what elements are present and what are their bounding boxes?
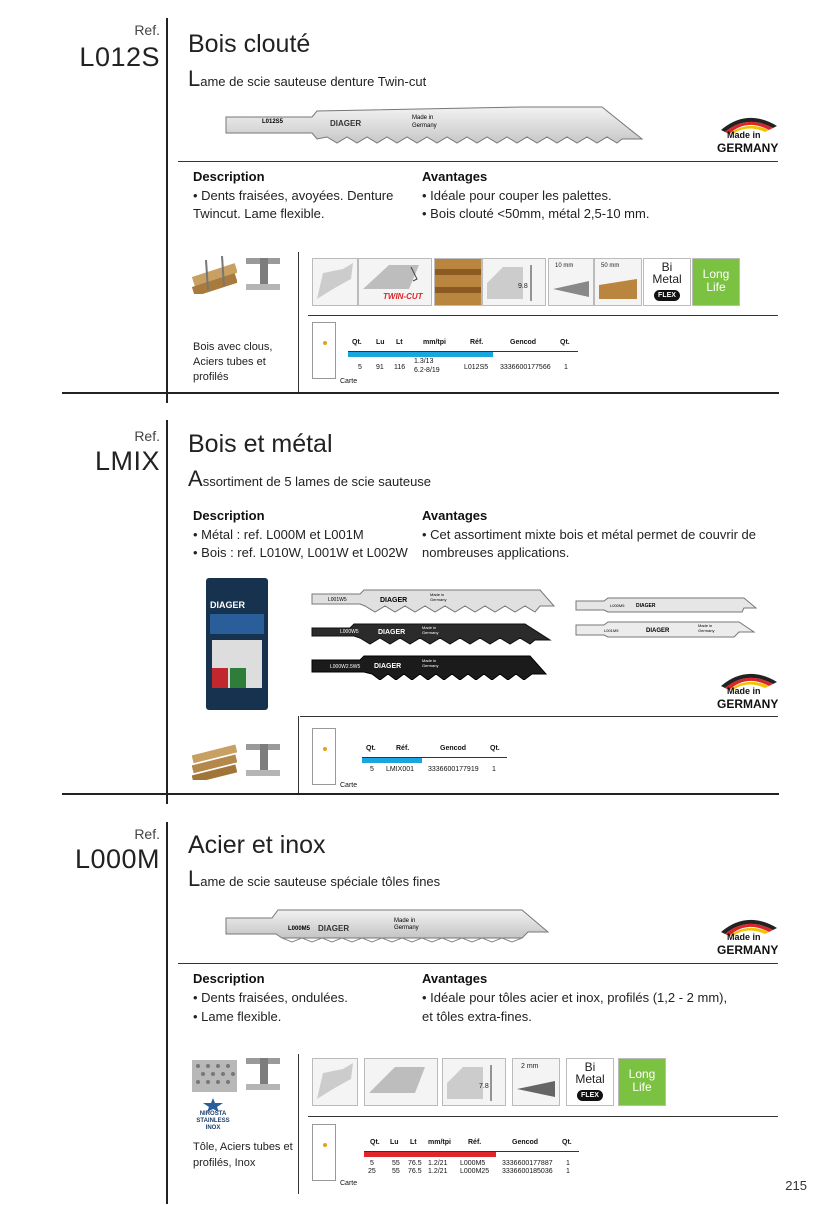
product-title: Bois et métal xyxy=(188,430,333,458)
svg-text:Made in: Made in xyxy=(394,918,416,924)
svg-text:L000W2.5W5: L000W2.5W5 xyxy=(330,664,361,670)
svg-text:DIAGER: DIAGER xyxy=(318,924,350,933)
section-rule xyxy=(62,793,779,795)
usage-line: Bois avec clous, xyxy=(193,341,273,353)
blade-shape-icon xyxy=(312,1058,358,1106)
made-in-germany-badge: Made in GERMANY xyxy=(717,108,781,154)
description-line: Twincut. Lame flexible. xyxy=(193,206,325,221)
advantages-title: Avantages xyxy=(422,169,488,184)
description-title: Description xyxy=(193,508,265,523)
advantages-line: et tôles extra-fines. xyxy=(422,1009,532,1024)
blade-image xyxy=(310,622,555,646)
svg-text:Germany: Germany xyxy=(698,628,715,633)
usage-line: Tôle, Aciers tubes et xyxy=(193,1141,293,1153)
metal-thickness-icon: 10 mm xyxy=(548,258,594,306)
svg-text:DIAGER: DIAGER xyxy=(330,119,362,128)
description-line: • Bois : ref. L010W, L001W et L002W xyxy=(193,545,408,560)
wood-planks-icon xyxy=(192,742,237,780)
steel-profile-icon xyxy=(240,1054,285,1094)
blade-image xyxy=(574,620,756,640)
description-line: • Dents fraisées, avoyées. Denture xyxy=(193,188,394,203)
metal-thickness-icon: 2 mm xyxy=(512,1058,560,1106)
description-title: Description xyxy=(193,971,265,986)
made-in-germany-badge: Made in GERMANY xyxy=(717,910,781,956)
blade-image xyxy=(574,596,758,616)
svg-text:Made in: Made in xyxy=(430,592,445,597)
advantages-line: • Idéale pour tôles acier et inox, profilés (1,2 - 2 mm), xyxy=(422,990,728,1005)
blade-code: L012S5 xyxy=(262,119,284,125)
packaging-card xyxy=(312,322,336,379)
wood-nails-photo-icon xyxy=(192,254,237,294)
usage-line: profilés, Inox xyxy=(193,1157,256,1169)
twin-cut-icon: TWIN-CUT xyxy=(358,258,432,306)
svg-text:Germany: Germany xyxy=(394,925,419,931)
divider xyxy=(298,1054,299,1194)
svg-text:DIAGER: DIAGER xyxy=(374,663,402,670)
svg-text:Made in: Made in xyxy=(698,623,713,628)
advantages-title: Avantages xyxy=(422,971,488,986)
svg-text:L000M5: L000M5 xyxy=(288,926,311,932)
svg-text:DIAGER: DIAGER xyxy=(380,597,408,604)
svg-text:Germany: Germany xyxy=(412,123,437,129)
svg-text:Germany: Germany xyxy=(422,630,439,635)
divider xyxy=(300,716,778,717)
vertical-rule xyxy=(166,18,168,403)
product-subtitle: Lame de scie sauteuse denture Twin-cut xyxy=(188,66,427,91)
advantages-line: • Cet assortiment mixte bois et métal permet de couvrir de xyxy=(422,527,757,542)
steel-profile-icon xyxy=(240,254,285,294)
advantages-line: • Idéale pour couper les palettes. xyxy=(422,188,612,203)
blade-image xyxy=(310,654,550,680)
blade-image xyxy=(310,588,555,614)
ref-code: L000M xyxy=(74,844,160,874)
product-table: Qt. Réf. Gencod Qt. 5 LMIX001 3336600177919 1 xyxy=(362,745,512,779)
product-title: Bois clouté xyxy=(188,30,311,58)
advantages-line: nombreuses applications. xyxy=(422,545,570,560)
bi-metal-flex-icon: Bi Metal FLEX xyxy=(566,1058,614,1106)
inox-label: NIROSTA STAINLESS INOX xyxy=(196,1111,230,1131)
blade-profile-icon xyxy=(364,1058,438,1106)
ref-label: Ref. xyxy=(134,22,160,38)
blade-pack-image: DIAGER xyxy=(206,578,268,710)
blade-image xyxy=(222,103,647,147)
long-life-icon: Long Life xyxy=(692,258,740,306)
wood-thickness-icon: 50 mm xyxy=(594,258,642,306)
tooth-dimension-icon: 9.8 xyxy=(482,258,546,306)
blade-shape-icon xyxy=(312,258,358,306)
svg-text:Germany: Germany xyxy=(422,663,439,668)
svg-text:Germany: Germany xyxy=(430,597,447,602)
page-number: 215 xyxy=(785,1178,807,1193)
section-rule xyxy=(62,392,779,394)
product-table: Qt. Lu Lt mm/tpi Réf. Gencod Qt. 5 55 76.5 1.2/21 L000M5 3336600177887 1 25 55 76.5 1.2/21 L000M25 3336600185036 1 xyxy=(364,1139,584,1179)
svg-text:Made in: Made in xyxy=(412,115,434,121)
product-subtitle: Assortiment de 5 lames de scie sauteuse xyxy=(188,466,432,491)
product-title: Acier et inox xyxy=(188,831,326,859)
card-label: Carte xyxy=(340,378,358,385)
divider xyxy=(308,315,778,316)
product-subtitle: Lame de scie sauteuse spéciale tôles fines xyxy=(188,866,441,891)
ref-code: L012S xyxy=(79,42,160,72)
card-label: Carte xyxy=(340,782,358,789)
product-table: Qt. Lu Lt mm/tpi Réf. Gencod Qt. 5 91 116 1.3/13 6.2-8/19 L012S5 3336600177566 1 xyxy=(348,339,588,379)
description-title: Description xyxy=(193,169,265,184)
stainless-star-icon xyxy=(202,1098,224,1112)
packaging-card xyxy=(312,1124,336,1181)
divider xyxy=(178,963,778,964)
description-line: • Lame flexible. xyxy=(193,1009,282,1024)
wood-icon xyxy=(434,258,482,306)
steel-profile-icon xyxy=(240,740,285,780)
made-in-germany-badge: Made in GERMANY xyxy=(717,664,781,710)
svg-text:L001W5: L001W5 xyxy=(328,597,347,603)
blade-image xyxy=(222,906,552,946)
packaging-card xyxy=(312,728,336,785)
usage-line: Aciers tubes et xyxy=(193,356,266,368)
svg-text:Made in: Made in xyxy=(422,625,437,630)
svg-text:DIAGER: DIAGER xyxy=(378,629,406,636)
svg-text:DIAGER: DIAGER xyxy=(646,628,670,634)
divider xyxy=(308,1116,778,1117)
ref-label: Ref. xyxy=(134,826,160,842)
svg-text:DIAGER: DIAGER xyxy=(636,603,656,609)
description-line: • Dents fraisées, ondulées. xyxy=(193,990,348,1005)
card-label: Carte xyxy=(340,1180,358,1187)
description-line: • Métal : ref. L000M et L001M xyxy=(193,527,364,542)
ref-code: LMIX xyxy=(94,446,160,476)
bi-metal-flex-icon: Bi Metal FLEX xyxy=(643,258,691,306)
divider xyxy=(178,161,778,162)
svg-text:L001M5: L001M5 xyxy=(604,628,619,633)
advantages-title: Avantages xyxy=(422,508,488,523)
divider xyxy=(298,252,299,392)
ref-label: Ref. xyxy=(134,428,160,444)
advantages-line: • Bois clouté <50mm, métal 2,5-10 mm. xyxy=(422,206,650,221)
long-life-icon: Long Life xyxy=(618,1058,666,1106)
vertical-rule xyxy=(166,420,168,804)
perforated-sheet-icon xyxy=(192,1056,237,1096)
tooth-dimension-icon: 7.8 xyxy=(442,1058,506,1106)
svg-text:L000M5: L000M5 xyxy=(610,603,625,608)
vertical-rule xyxy=(166,822,168,1204)
svg-text:L000W5: L000W5 xyxy=(340,629,359,635)
usage-line: profilés xyxy=(193,371,229,383)
svg-text:Made in: Made in xyxy=(422,658,437,663)
divider xyxy=(298,716,299,794)
